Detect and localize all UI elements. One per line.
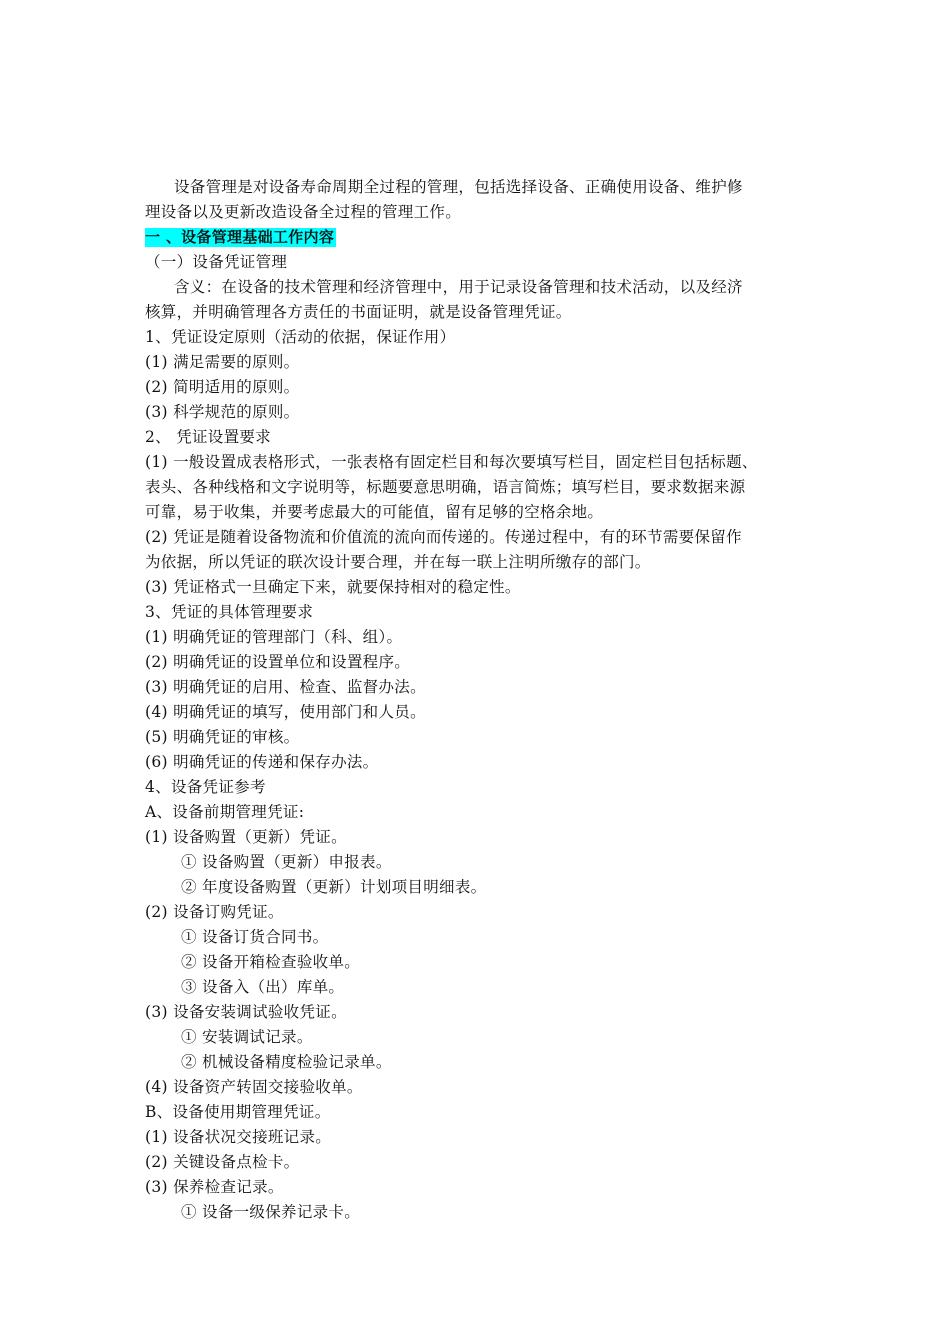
p1-title: 1、凭证设定原则（活动的依据，保证作用） [145,328,456,346]
list-item: (1) 设备状况交接班记录。 [145,1128,332,1146]
p2-item1-line: 可靠，易于收集，并要考虑最大的可能值，留有足够的空格余地。 [145,503,604,521]
p2-item3: (3) 凭证格式一旦确定下来，就要保持相对的稳定性。 [145,578,521,596]
sub-list-item: ① 安装调试记录。 [181,1028,313,1046]
list-item: (3) 明确凭证的启用、检查、监督办法。 [145,678,426,696]
list-item: (4) 设备资产转固交接验收单。 [145,1078,363,1096]
p2-item1-line: 表头、各种线格和文字说明等，标题要意思明确，语言简炼；填写栏目，要求数据来源 [145,478,746,496]
list-item: (3) 设备安装调试验收凭证。 [145,1003,347,1021]
intro-line-2: 理设备以及更新改造设备全过程的管理工作。 [145,203,462,221]
p2-item1-line: (1) 一般设置成表格形式，一张表格有固定栏目和每次要填写栏目，固定栏目包括标题、 [145,453,758,471]
sub-list-item: ② 设备开箱检查验收单。 [181,953,361,971]
list-item: (2) 明确凭证的设置单位和设置程序。 [145,653,411,671]
sub-list-item: ② 年度设备购置（更新）计划项目明细表。 [181,878,487,896]
sub-list-item: ① 设备一级保养记录卡。 [181,1203,361,1221]
p4-title: 4、设备凭证参考 [145,778,266,796]
definition-line-2: 核算，并明确管理各方责任的书面证明，就是设备管理凭证。 [145,303,572,321]
list-item: (4) 明确凭证的填写，使用部门和人员。 [145,703,426,721]
p3-title: 3、凭证的具体管理要求 [145,603,314,621]
list-item: (1) 满足需要的原则。 [145,353,300,371]
list-item: (1) 设备购置（更新）凭证。 [145,828,347,846]
p2-title: 2、 凭证设置要求 [145,428,271,446]
list-item: (3) 科学规范的原则。 [145,403,300,421]
section1-title: （一）设备凭证管理 [145,253,288,271]
sub-list-item: ③ 设备入（出）库单。 [181,978,345,996]
list-item: (2) 设备订购凭证。 [145,903,284,921]
highlighted-heading: 一 、设备管理基础工作内容 [145,228,335,246]
intro-line-1: 设备管理是对设备寿命周期全过程的管理，包括选择设备、正确使用设备、维护修 [174,178,743,196]
sub-list-item: ① 设备购置（更新）申报表。 [181,853,392,871]
a-title: A、设备前期管理凭证: [145,803,305,821]
sub-list-item: ② 机械设备精度检验记录单。 [181,1053,392,1071]
document-body [145,175,825,1225]
list-item: (2) 简明适用的原则。 [145,378,300,396]
list-item: (1) 明确凭证的管理部门（科、组）。 [145,628,403,646]
list-item: (6) 明确凭证的传递和保存办法。 [145,753,379,771]
sub-list-item: ① 设备订货合同书。 [181,928,329,946]
b-title: B、设备使用期管理凭证。 [145,1103,331,1121]
definition-line-1: 含义：在设备的技术管理和经济管理中，用于记录设备管理和技术活动，以及经济 [174,278,743,296]
list-item: (3) 保养检查记录。 [145,1178,284,1196]
list-item: (5) 明确凭证的审核。 [145,728,300,746]
p2-item2-line: 为依据，所以凭证的联次设计要合理，并在每一联上注明所缴存的部门。 [145,553,651,571]
list-item: (2) 关键设备点检卡。 [145,1153,300,1171]
section-heading [145,225,825,250]
p2-item2-line: (2) 凭证是随着设备物流和价值流的流向而传递的。传递过程中，有的环节需要保留作 [145,528,742,546]
